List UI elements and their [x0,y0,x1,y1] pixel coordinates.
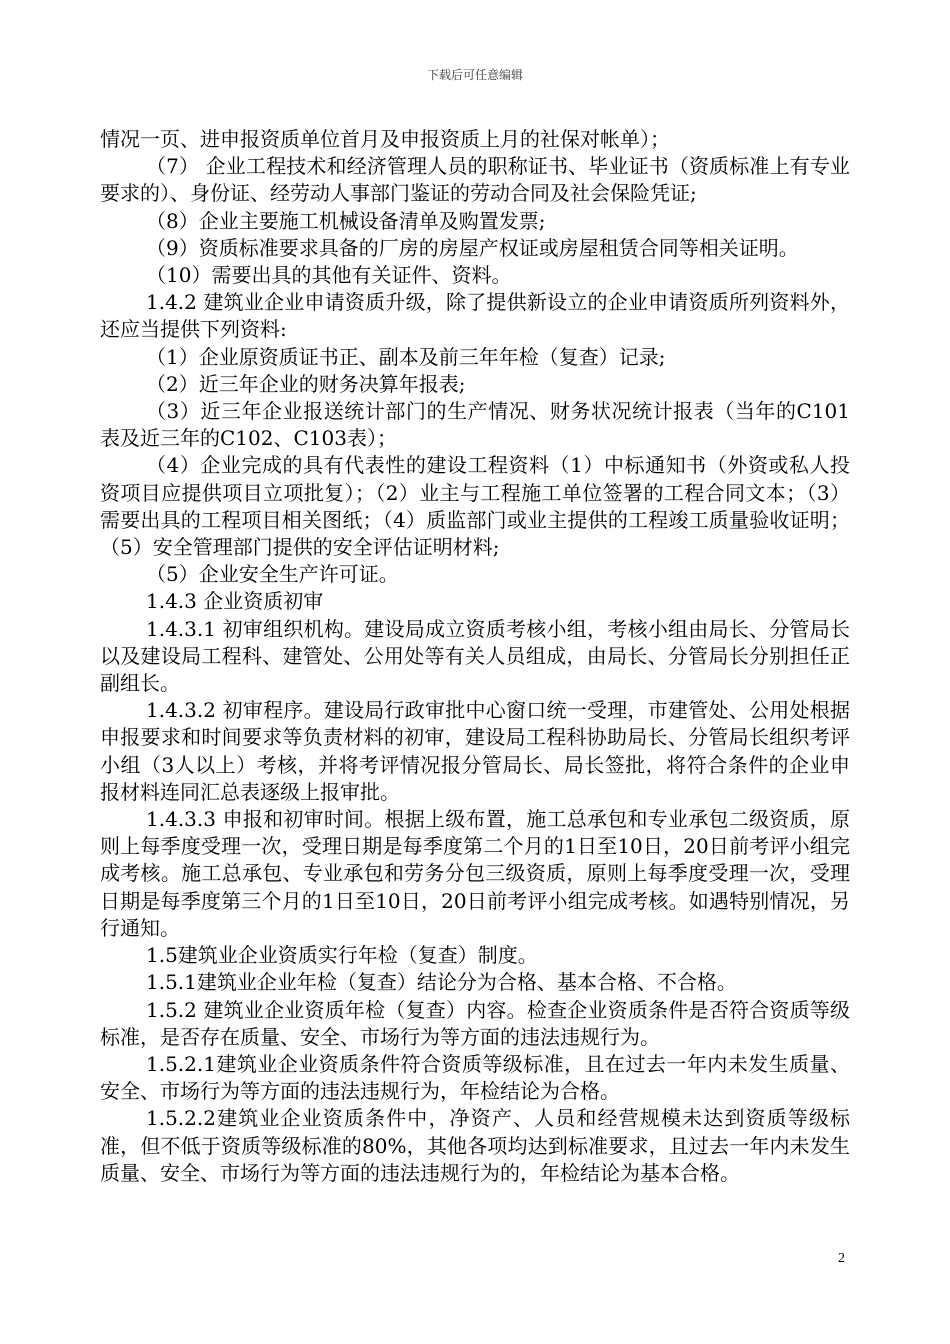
paragraph: （9）资质标准要求具备的厂房的房屋产权证或房屋租赁合同等相关证明。 [146,235,799,260]
section-heading: 1.4.3 企业资质初审 [146,589,324,614]
paragraph: 1.5.2.1建筑业企业资质条件符合资质等级标准，且在过去一年内未发生质量、安全、市场行为等方面的违法违规行为，年检结论为合格。 [100,1051,850,1104]
paragraph: 情况一页、进申报资质单位首月及申报资质上月的社保对帐单）； [100,127,670,151]
paragraph: 1.5建筑业企业资质实行年检（复查）制度。 [146,943,538,968]
paragraph: 1.5.1建筑业企业年检（复查）结论分为合格、基本合格、不合格。 [146,970,737,995]
paragraph: 1.4.3.2 初审程序。建设局行政审批中心窗口统一受理，市建管处、公用处根据申报要求和时间要求等负责材料的初审，建设局工程科协助局长、分管局长组织考评小组（3人以上）考核，并将考评情况报分管局长、局长签批，将符合条件的企业申报材料连同汇总表逐级上报审批。 [100,698,850,804]
paragraph: 1.5.2 建筑业企业资质年检（复查）内容。检查企业资质条件是否符合资质等级标准，是否存在质量、安全、市场行为等方面的违法违规行为。 [100,997,850,1049]
page-header: 下载后可任意编辑 [426,68,523,82]
paragraph: （8）企业主要施工机械设备清单及购置发票; [146,208,546,233]
paragraph: 1.4.2 建筑业企业申请资质升级，除了提供新设立的企业申请资质所列资料外，还应当提供下列资料: [100,290,850,342]
paragraph: （2）近三年企业的财务决算年报表; [146,371,466,396]
page-number: 2 [838,1251,845,1266]
paragraph: （5）企业安全生产许可证。 [146,562,399,587]
paragraph: （3）近三年企业报送统计部门的生产情况、财务状况统计报表（当年的C101表及近三年的C102、C103表）； [100,399,850,451]
paragraph: 1.4.3.3 申报和初审时间。根据上级布置，施工总承包和专业承包二级资质，原则上每季度受理一次，受理日期是每季度第二个月的1日至10日，20日前考评小组完成考核。施工总承包、专业承包和劳务分包三级资质，原则上每季度受理一次，受理日期是每季度第三个月的1日至10日，20日前考评小组完成考核。如遇特别情况，另行通知。 [100,807,850,940]
paragraph: （4）企业完成的具有代表性的建设工程资料（1）中标通知书（外资或私人投资项目应提供项目立项批复）；（2）业主与工程施工单位签署的工程合同文本；（3）需要出具的工程项目相关图纸；（4）质监部门或业主提供的工程竣工质量验收证明；（5）安全管理部门提供的安全评估证明材料; [100,453,850,560]
paragraph: 1.5.2.2建筑业企业资质条件中，净资产、人员和经营规模未达到资质等级标准，但不低于资质等级标准的80%，其他各项均达到标准要求，且过去一年内未发生质量、安全、市场行为等方面的违法违规行为的，年检结论为基本合格。 [100,1106,850,1185]
paragraph: 1.4.3.1 初审组织机构。建设局成立资质考核小组，考核小组由局长、分管局长以及建设局工程科、建管处、公用处等有关人员组成，由局长、分管局长分别担任正副组长。 [100,616,850,696]
paragraph: （7） 企业工程技术和经济管理人员的职称证书、毕业证书（资质标准上有专业要求的）、身份证、经劳动人事部门鉴证的劳动合同及社会保险凭证; [100,154,850,206]
paragraph: （10）需要出具的其他有关证件、资料。 [146,263,512,288]
document-body [100,126,850,1187]
paragraph: （1）企业原资质证书正、副本及前三年年检（复查）记录; [146,344,666,369]
